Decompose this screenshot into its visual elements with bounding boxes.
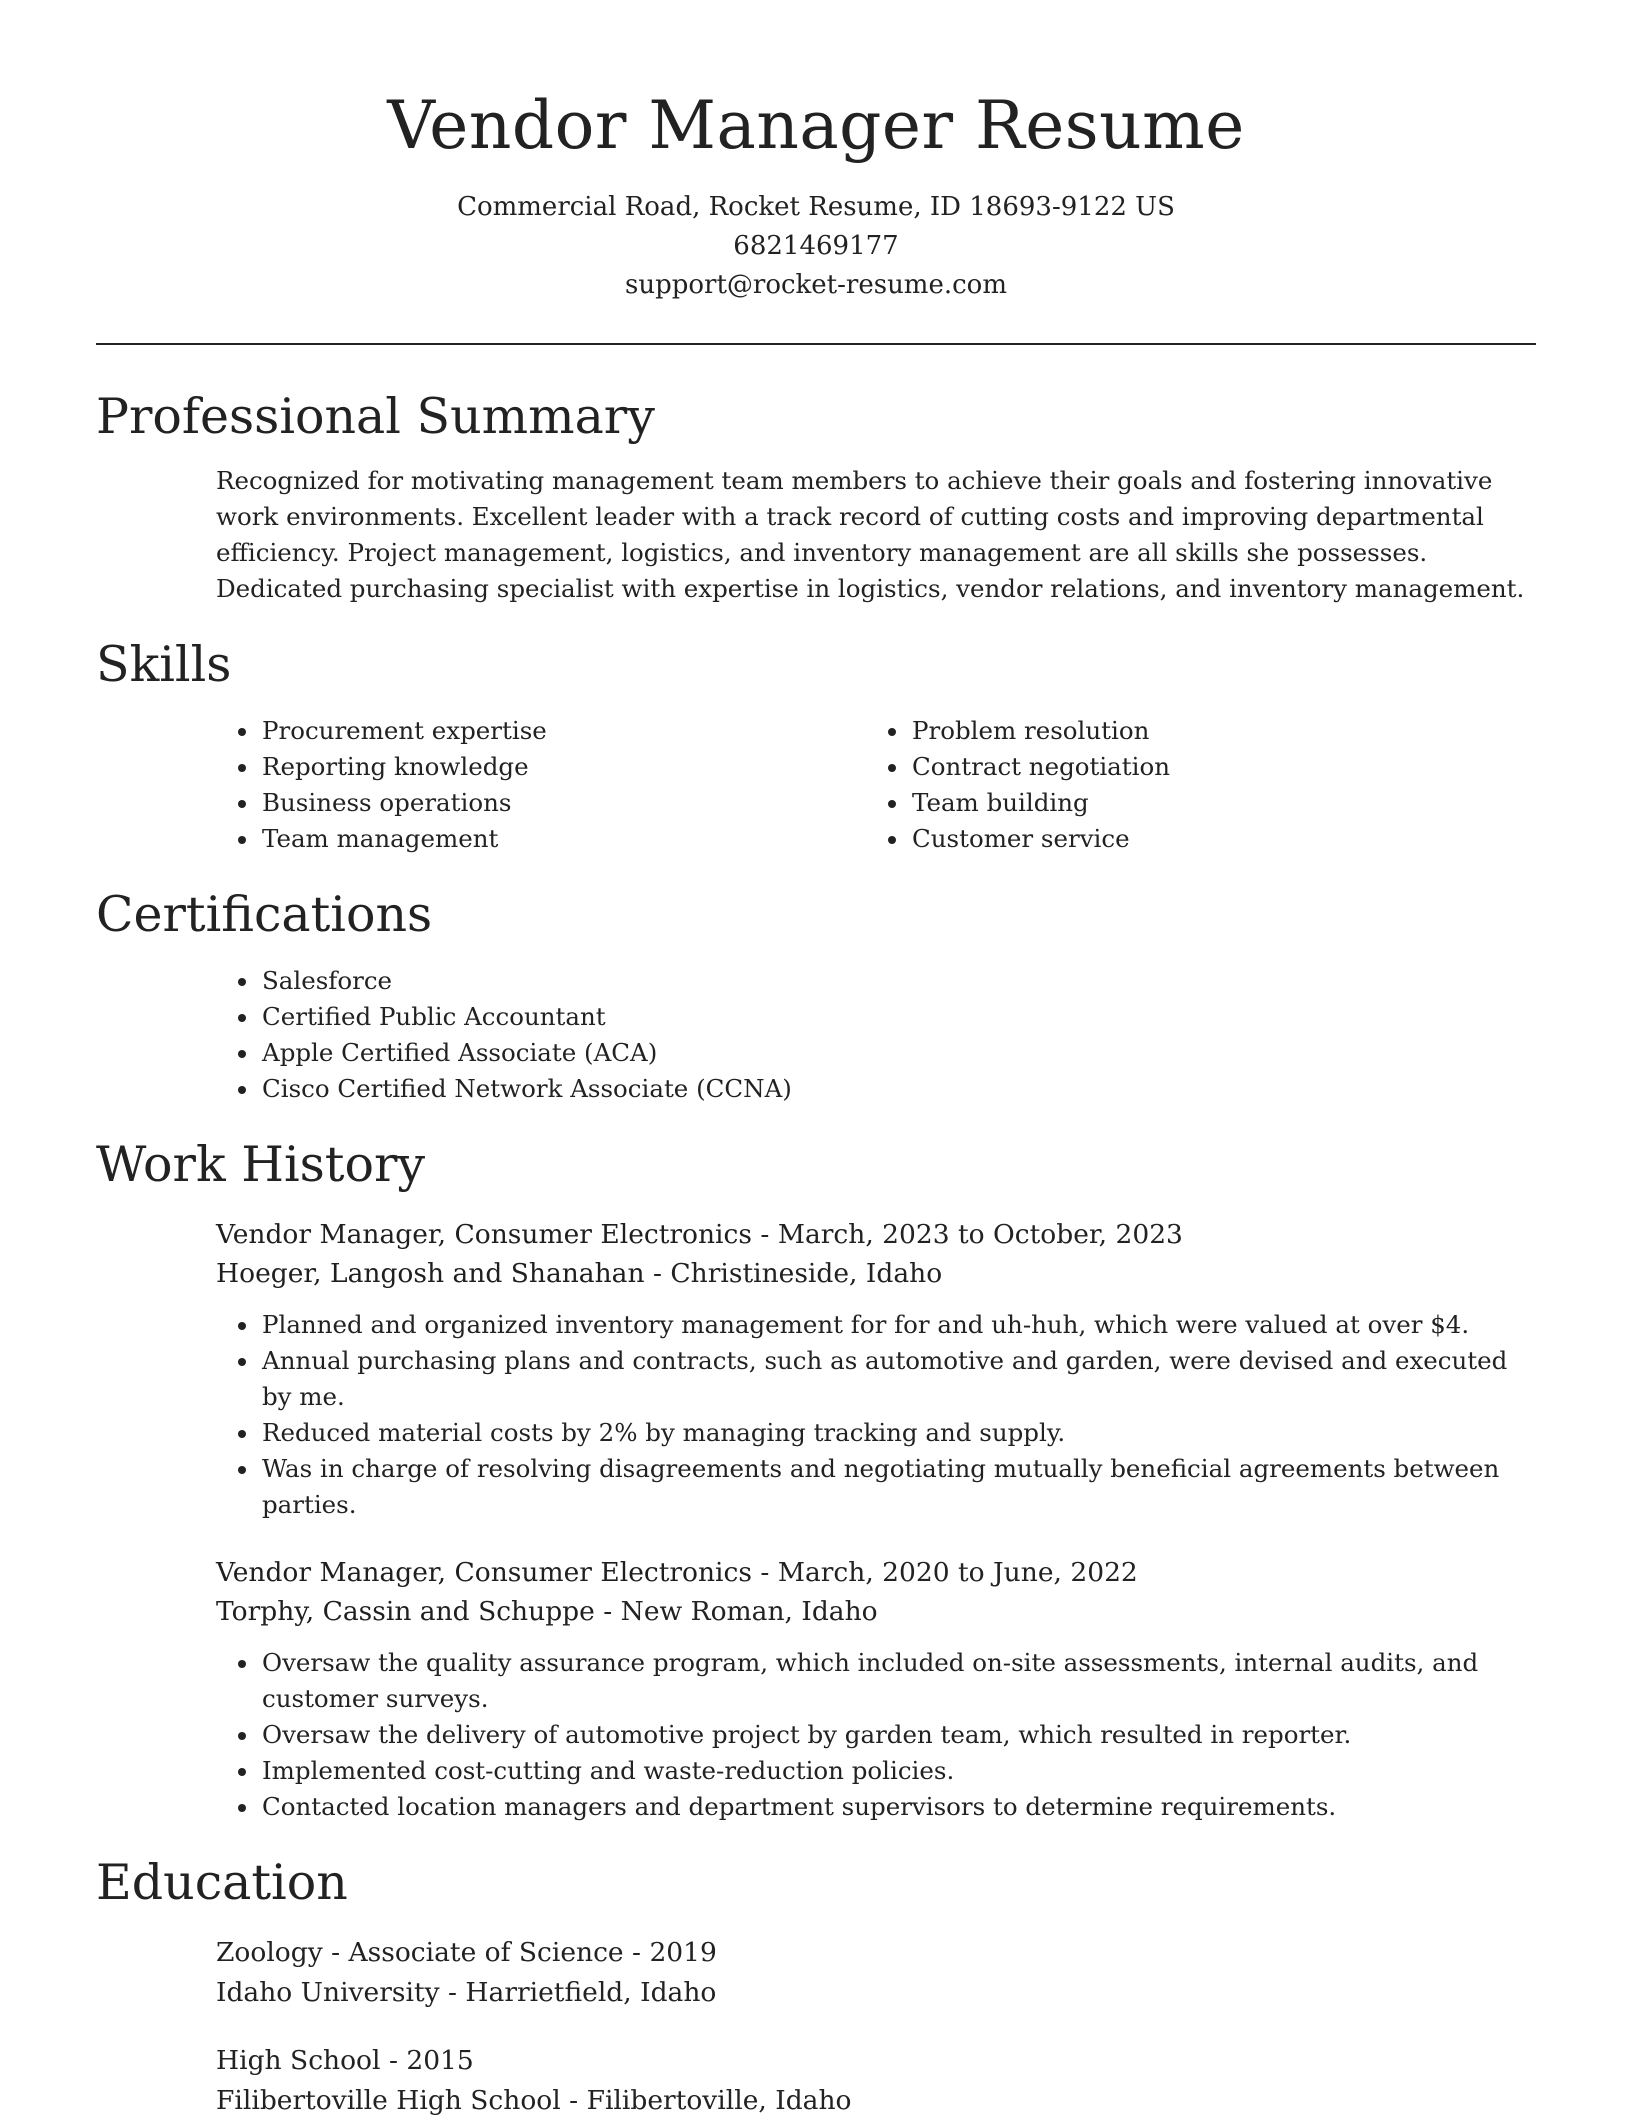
skill-item: • Procurement expertise	[260, 713, 866, 749]
education-school-line	[216, 1973, 1536, 2013]
section-title-skills: Skills	[96, 636, 232, 693]
separator: -	[388, 2045, 407, 2076]
job-company: Hoeger, Langosh and Shanahan	[216, 1258, 645, 1289]
job-bullets	[216, 1645, 1536, 1825]
job-bullet: • Planned and organized inventory management for for and uh-huh, which were valued at over $4.	[260, 1307, 1536, 1343]
contact-email: support@rocket-resume.com	[624, 270, 1007, 300]
job-location: New Roman, Idaho	[620, 1596, 878, 1627]
skills-column-right	[866, 713, 1516, 857]
skill-item: • Problem resolution	[910, 713, 1516, 749]
certifications-list	[216, 963, 1536, 1107]
job-company-line	[216, 1592, 1536, 1631]
contact-block	[96, 188, 1536, 305]
separator: -	[448, 1977, 466, 2008]
separator: -	[569, 2085, 587, 2116]
skill-item: • Business operations	[260, 785, 866, 821]
job-bullet: • Oversaw the delivery of automotive project by garden team, which resulted in reporter.	[260, 1717, 1536, 1753]
section-title-education: Education	[96, 1854, 348, 1911]
header-divider	[96, 343, 1536, 345]
separator: -	[603, 1596, 621, 1627]
section-title-work-history: Work History	[96, 1136, 426, 1193]
job-title-line	[216, 1215, 1536, 1254]
summary-text: Recognized for motivating management team members to achieve their goals and fostering innovative work environments. Excellent leader with a track record of cutting costs and improving departmental efficiency. Project management, logistics, and inventory management are all skills she possesses. Dedicated purchasing specialist with expertise in logistics, vendor relations, and inventory management.	[216, 466, 1525, 603]
education-school-line	[216, 2081, 1536, 2121]
job-entry	[216, 1215, 1536, 1293]
resume-header	[96, 0, 1536, 305]
certification-item: • Certified Public Accountant	[260, 999, 1536, 1035]
education-location: Harrietfield, Idaho	[465, 1977, 717, 2008]
job-title-line	[216, 1553, 1536, 1592]
education-degree-line	[216, 2041, 1536, 2081]
skills-column-left	[216, 713, 866, 857]
education-entry	[216, 2041, 1536, 2121]
separator: -	[331, 1937, 349, 1968]
job-bullets	[216, 1307, 1536, 1523]
skill-item: • Reporting knowledge	[260, 749, 866, 785]
skill-item: • Contract negotiation	[910, 749, 1516, 785]
separator: -	[760, 1557, 778, 1588]
education-location: Filibertoville, Idaho	[586, 2085, 852, 2116]
job-bullet: • Was in charge of resolving disagreements and negotiating mutually beneficial agreements between parties.	[260, 1451, 1536, 1523]
job-dates: March, 2023 to October, 2023	[777, 1219, 1183, 1250]
contact-phone: 6821469177	[733, 231, 899, 261]
education-year: 2015	[406, 2045, 474, 2076]
job-bullet: • Implemented cost-cutting and waste-reduction policies.	[260, 1753, 1536, 1789]
job-role: Vendor Manager, Consumer Electronics	[216, 1219, 752, 1250]
job-bullet: • Oversaw the quality assurance program, which included on-site assessments, internal audits, and customer surveys.	[260, 1645, 1536, 1717]
education-school: Idaho University	[216, 1977, 440, 2008]
separator: -	[632, 1937, 650, 1968]
education-degree-line	[216, 1933, 1536, 1973]
contact-address: Commercial Road, Rocket Resume, ID 18693-9122 US	[457, 192, 1175, 222]
education-school: Filibertoville High School	[216, 2085, 561, 2116]
education-field: High School	[216, 2045, 381, 2076]
section-title-summary: Professional Summary	[96, 388, 655, 445]
education-year: 2019	[649, 1937, 717, 1968]
job-dates: March, 2020 to June, 2022	[777, 1557, 1138, 1588]
skills-list	[216, 713, 1536, 857]
job-role: Vendor Manager, Consumer Electronics	[216, 1557, 752, 1588]
job-company-line	[216, 1254, 1536, 1293]
education-entry	[216, 1933, 1536, 2013]
separator: -	[652, 1258, 671, 1289]
education-field: Zoology	[216, 1937, 323, 1968]
certification-item: • Cisco Certified Network Associate (CCNA)	[260, 1071, 1536, 1107]
certification-item: • Salesforce	[260, 963, 1536, 999]
job-company: Torphy, Cassin and Schuppe	[216, 1596, 595, 1627]
skill-item: • Team building	[910, 785, 1516, 821]
certification-item: • Apple Certified Associate (ACA)	[260, 1035, 1536, 1071]
resume-title: Vendor Manager Resume	[387, 87, 1245, 164]
separator: -	[760, 1219, 778, 1250]
section-title-certifications: Certifications	[96, 886, 433, 943]
education-degree: Associate of Science	[348, 1937, 624, 1968]
job-bullet: • Reduced material costs by 2% by managing tracking and supply.	[260, 1415, 1536, 1451]
skill-item: • Team management	[260, 821, 866, 857]
job-entry	[216, 1553, 1536, 1631]
skill-item: • Customer service	[910, 821, 1516, 857]
job-location: Christineside, Idaho	[670, 1258, 943, 1289]
job-bullet: • Annual purchasing plans and contracts, such as automotive and garden, were devised and executed by me.	[260, 1343, 1536, 1415]
job-bullet: • Contacted location managers and department supervisors to determine requirements.	[260, 1789, 1536, 1825]
